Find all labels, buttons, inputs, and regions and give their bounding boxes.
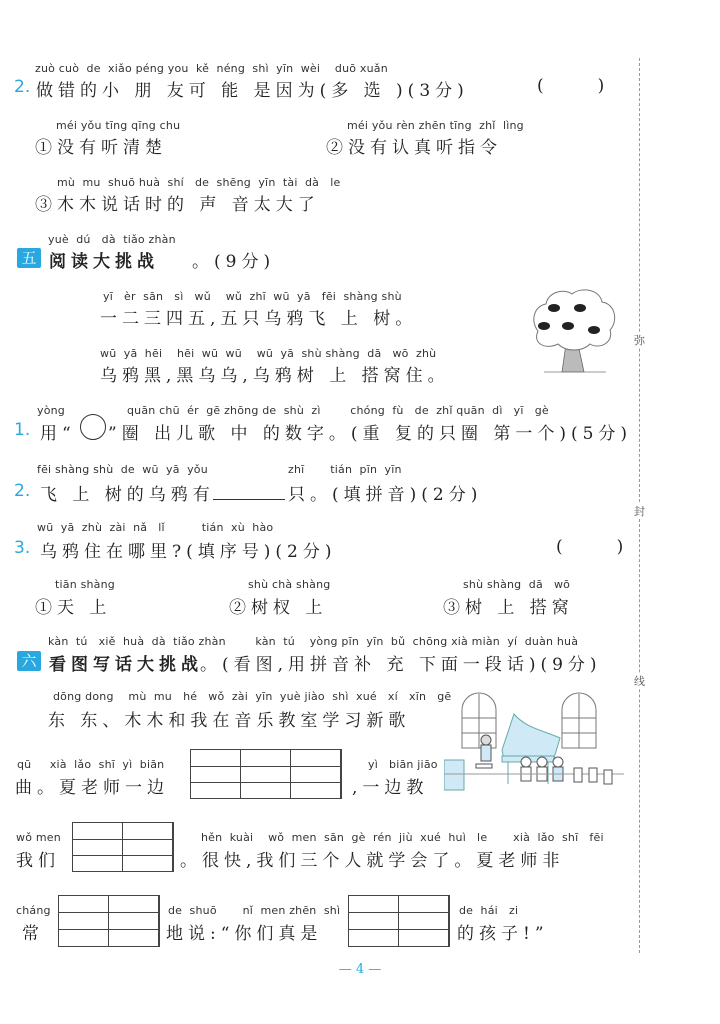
s6-line4-pinyin-a: cháng	[16, 904, 51, 917]
s5q3-pinyin: wū yā zhù zài nǎ lǐ tián xù hào	[37, 521, 274, 534]
section6-instructions: 。(看图,用拼音补 充 下面一段话)(9分)	[200, 655, 602, 675]
s5q2-text-a: 飞 上 树的乌鸦有	[40, 485, 215, 505]
s5q3-option1: ①天 上	[35, 598, 112, 618]
s5q2-pinyin-b: zhī tián pīn yīn	[288, 463, 402, 476]
s6-line2-text-a: 曲。夏老师一边	[15, 778, 169, 798]
s5q2-answer-blank[interactable]	[213, 481, 285, 500]
s5q3-option2-pinyin: shù chà shàng	[248, 578, 331, 591]
section6-badge: 六	[17, 651, 41, 671]
binding-char-xian: 线	[634, 675, 645, 688]
circle-icon	[80, 414, 106, 440]
s6-line4-answer-grid-1[interactable]	[58, 895, 160, 947]
s6-line1: 东 东、木木和我在音乐教室学习新歌	[48, 711, 411, 731]
s5q1-number: 1.	[14, 420, 31, 440]
s6-line2-pinyin-b: yì biān jiāo	[368, 758, 438, 771]
page-number: — 4 —	[338, 962, 382, 977]
s6-line4-pinyin-c: de hái zi	[459, 904, 519, 917]
q2-prev-option2-pinyin: méi yǒu rèn zhēn tīng zhǐ lìng	[347, 119, 524, 132]
s5q3-option2: ②树杈 上	[229, 598, 328, 618]
s6-line4-text-b: 地说:“你们真是	[166, 924, 323, 944]
s6-line3-pinyin-a: wǒ men	[16, 831, 61, 844]
tree-with-crows-illustration	[528, 286, 620, 374]
s6-line4-pinyin-b: de shuō nǐ men zhēn shì	[168, 904, 341, 917]
s5q3-number: 3.	[14, 538, 31, 558]
s5q3-answer-box[interactable]: ( )	[556, 537, 624, 557]
s6-line1-pinyin: dōng dong mù mu hé wǒ zài yīn yuè jiào shì xué xí xīn gē	[53, 690, 452, 703]
music-classroom-illustration	[444, 688, 624, 792]
q2-prev-pinyin: zuò cuò de xiǎo péng you kě néng shì yīn wèi duō xuǎn	[35, 62, 388, 75]
section5-badge: 五	[17, 248, 41, 268]
section5-title: 阅读大挑战	[49, 252, 159, 272]
section6-pinyin: kàn tú xiě huà dà tiǎo zhàn kàn tú yòng pīn yīn bǔ chōng xià miàn yí duàn huà	[48, 635, 579, 648]
s6-line4-text-c: 的孩子!”	[457, 924, 549, 944]
section5-score: 。(9分)	[192, 252, 276, 272]
s6-line3-text-a: 我们	[16, 851, 60, 871]
s5q1-pinyin-b: quān chū ér gē zhōng de shù zì chóng fù de zhǐ quān dì yī gè	[127, 404, 549, 417]
q2-prev-option3: ③木木说话时的 声 音太大了	[35, 195, 320, 215]
section5-title-pinyin: yuè dú dà tiǎo zhàn	[48, 233, 176, 246]
s6-line2-text-b: ,一边教	[352, 778, 429, 798]
poem-line1-pinyin: yī èr sān sì wǔ wǔ zhī wū yā fēi shàng shù	[103, 290, 402, 303]
q2-prev-option1-pinyin: méi yǒu tīng qīng chu	[56, 119, 181, 132]
s5q2-text-b: 只。(填拼音)(2分)	[288, 485, 483, 505]
poem-line2: 乌鸦黑,黑乌乌,乌鸦树 上 搭窝住。	[100, 366, 450, 386]
s6-line4-answer-grid-2[interactable]	[348, 895, 450, 947]
s6-line3-text-b: 。很快,我们三个人就学会了。夏老师非	[180, 851, 565, 871]
s5q1-pinyin-a: yòng	[37, 404, 65, 417]
section6-title: 看图写话大挑战	[49, 655, 203, 675]
s5q3-option3: ③树 上 搭窝	[443, 598, 574, 618]
poem-line2-pinyin: wū yā hēi hēi wū wū wū yā shù shàng dā wō zhù	[100, 347, 437, 360]
s5q1-text-a: 用“	[40, 424, 76, 444]
q2-prev-text: 做错的小 朋 友可 能 是因为(多 选 )(3分)	[36, 81, 469, 101]
s5q3-option3-pinyin: shù shàng dā wō	[463, 578, 571, 591]
s5q3-option1-pinyin: tiān shàng	[55, 578, 115, 591]
q2-prev-option1: ①没有听清楚	[35, 138, 167, 158]
s6-line2-answer-grid[interactable]	[190, 749, 342, 799]
s5q3-text: 乌鸦住在哪里?(填序号)(2分)	[40, 542, 337, 562]
binding-char-mi: 弥	[634, 334, 645, 347]
poem-line1: 一二三四五,五只乌鸦飞 上 树。	[100, 309, 418, 329]
s5q1-text-b: ”圈 出儿歌 中 的数字。(重 复的只圈 第一个)(5分)	[108, 424, 633, 444]
q2-prev-number: 2.	[14, 77, 31, 97]
binding-char-feng: 封	[634, 505, 645, 518]
s6-line3-answer-grid[interactable]	[72, 822, 174, 872]
q2-prev-option3-pinyin: mù mu shuō huà shí de shēng yīn tài dà le	[57, 176, 341, 189]
s6-line4-text-a: 常	[22, 924, 44, 944]
s6-line2-pinyin-a: qū xià lǎo shī yì biān	[17, 758, 165, 771]
q2-prev-option2: ②没有认真听指令	[326, 138, 502, 158]
q2-prev-answer-box[interactable]: ( )	[537, 76, 605, 96]
s5q2-number: 2.	[14, 481, 31, 501]
s6-line3-pinyin-b: hěn kuài wǒ men sān gè rén jiù xué huì le xià lǎo shī fēi	[201, 831, 604, 844]
s5q2-pinyin-a: fēi shàng shù de wū yā yǒu	[37, 463, 208, 476]
